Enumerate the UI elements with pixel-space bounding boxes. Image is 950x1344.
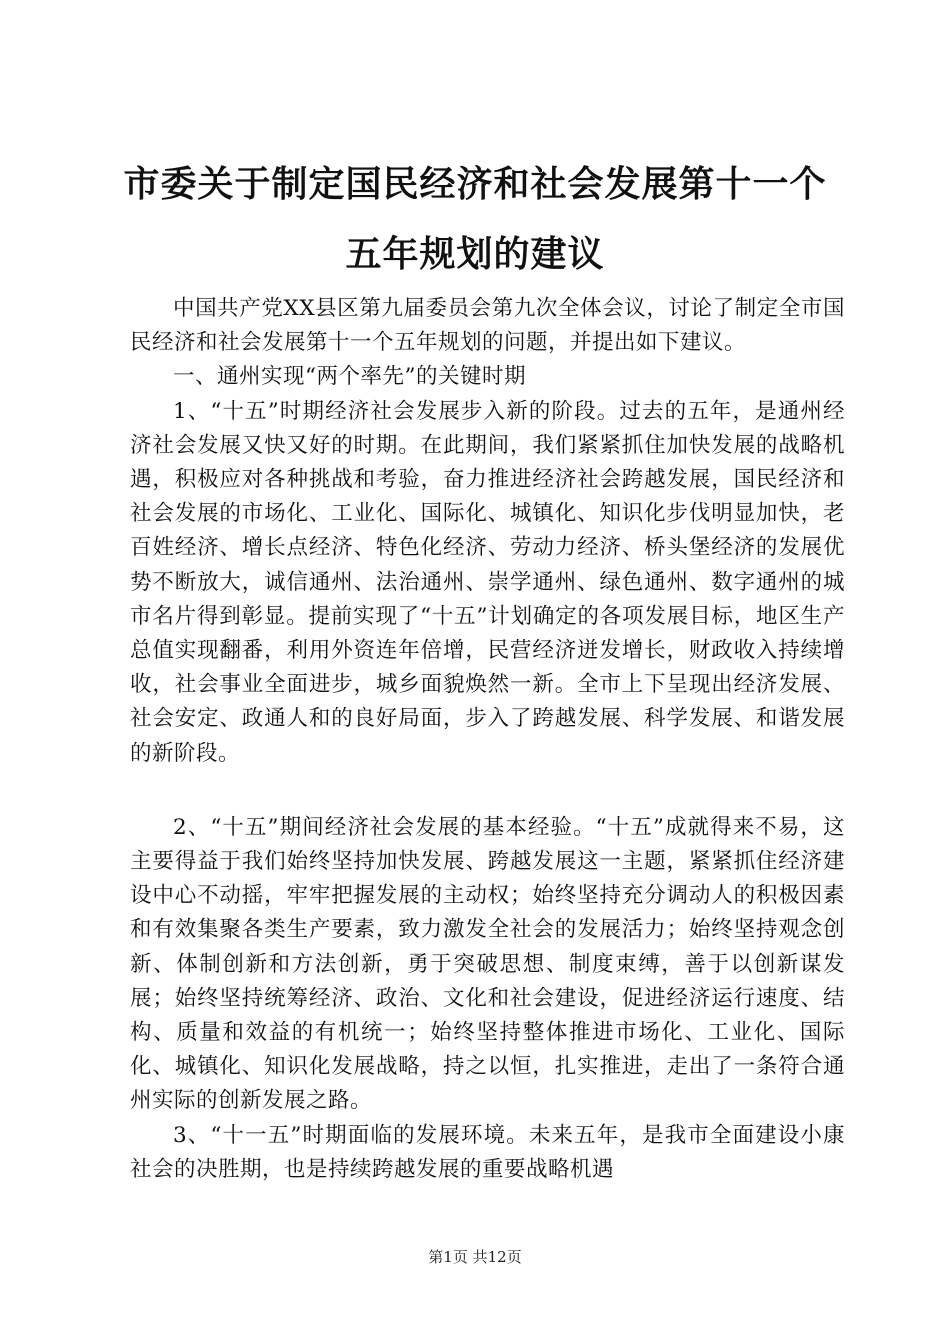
intro-paragraph: 中国共产党XX县区第九届委员会第九次全体会议，讨论了制定全市国民经济和社会发展第十一个五年规划的问题，并提出如下建议。 <box>130 296 845 356</box>
section-heading: 一、通州实现“两个率先”的关键时期 <box>173 364 526 390</box>
document-body <box>130 292 845 1187</box>
body-paragraph: 1、“十五”时期经济社会发展步入新的阶段。过去的五年，是通州经济社会发展又快又好的时期。在此期间，我们紧紧抓住加快发展的战略机遇，积极应对各种挑战和考验，奋力推进经济社会跨越发展，国民经济和社会发展的市场化、工业化、国际化、城镇化、知识化步伐明显加快，老百姓经济、增长点经济、特色化经济、劳动力经济、桥头堡经济的发展优势不断放大，诚信通州、法治通州、崇学通州、绿色通州、数字通州的城市名片得到彰显。提前实现了“十五”计划确定的各项发展目标，地区生产总值实现翻番，利用外资连年倍增，民营经济迸发增长，财政收入持续增收，社会事业全面进步，城乡面貌焕然一新。全市上下呈现出经济发展、社会安定、政通人和的良好局面，步入了跨越发展、科学发展、和谐发展的新阶段。 <box>130 398 845 766</box>
paragraph-gap <box>130 771 845 811</box>
page-number-footer: 第1页 共12页 <box>428 1248 522 1266</box>
body-paragraph: 2、“十五”期间经济社会发展的基本经验。“十五”成就得来不易，这主要得益于我们始终坚持加快发展、跨越发展这一主题，紧紧抓住经济建设中心不动摇，牢牢把握发展的主动权；始终坚持充分调动人的积极因素和有效集聚各类生产要素，致力激发全社会的发展活力；始终坚持观念创新、体制创新和方法创新，勇于突破思想、制度束缚，善于以创新谋发展；始终坚持统筹经济、政治、文化和社会建设，促进经济运行速度、结构、质量和效益的有机统一；始终坚持整体推进市场化、工业化、国际化、城镇化、知识化发展战略，持之以恒，扎实推进，走出了一条符合通州实际的创新发展之路。 <box>130 814 845 1114</box>
document-title: 市委关于制定国民经济和社会发展第十一个五年规划的建议 <box>123 164 827 275</box>
body-paragraph: 3、“十一五”时期面临的发展环境。未来五年，是我市全面建设小康社会的决胜期，也是持续跨越发展的重要战略机遇 <box>130 1122 845 1182</box>
